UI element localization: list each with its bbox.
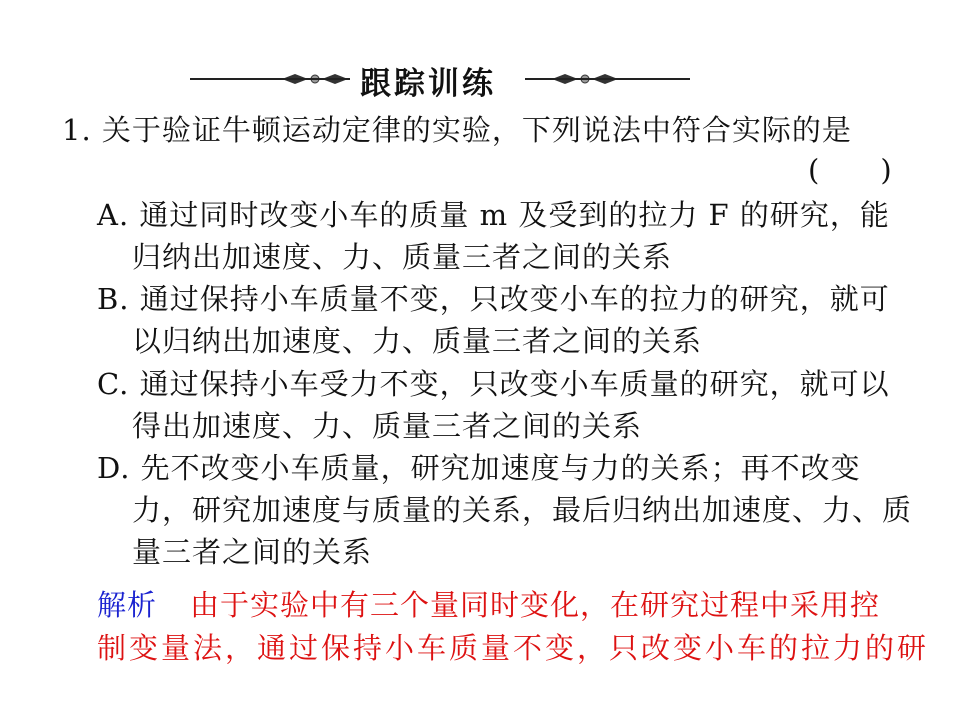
divider	[615, 78, 690, 80]
ornament-icon	[280, 71, 350, 87]
analysis-line: 由于实验中有三个量同时变化，在研究过程中采用控	[190, 588, 881, 622]
answer-bracket: ( )	[808, 153, 893, 187]
option-c-line: 得出加速度、力、质量三者之间的关系	[132, 409, 643, 443]
option-a-line: A. 通过同时改变小车的质量 m 及受到的拉力 F 的研究，能	[97, 198, 890, 232]
option-b-line: B. 通过保持小车质量不变，只改变小车的拉力的研究，就可	[97, 282, 890, 316]
option-c-line: C. 通过保持小车受力不变，只改变小车质量的研究，就可以	[97, 367, 890, 401]
analysis-label: 解析	[97, 588, 158, 622]
ornament-icon	[550, 71, 620, 87]
section-header	[190, 58, 690, 102]
option-d-line: 力，研究加速度与质量的关系，最后归纳出加速度、力、质	[132, 493, 913, 527]
option-d-line: D. 先不改变小车质量，研究加速度与力的关系；再不改变	[97, 451, 861, 485]
option-b-line: 以归纳出加速度、力、质量三者之间的关系	[132, 324, 703, 358]
question-stem: 1. 关于验证牛顿运动定律的实验，下列说法中符合实际的是	[62, 113, 852, 147]
option-a-line: 归纳出加速度、力、质量三者之间的关系	[132, 240, 673, 274]
section-title: 跟踪训练	[360, 66, 496, 102]
divider	[190, 78, 285, 80]
analysis-line: 制变量法，通过保持小车质量不变，只改变小车的拉力的研	[97, 631, 930, 665]
option-d-line: 量三者之间的关系	[132, 535, 373, 569]
